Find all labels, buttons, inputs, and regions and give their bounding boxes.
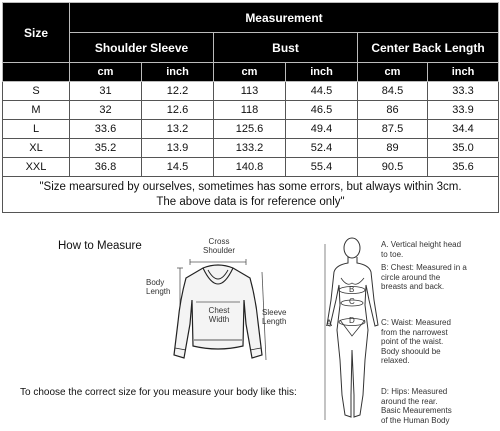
value-cell: 33.3 (428, 82, 499, 101)
value-cell: 33.9 (428, 101, 499, 120)
marker-d: D (349, 316, 355, 325)
value-cell: 35.6 (428, 158, 499, 177)
body-length-label-1: Body (146, 278, 165, 287)
size-cell: L (3, 120, 70, 139)
guide-d-line: Basic Meaurements (381, 406, 452, 416)
guide-d-line: of the Human Body (381, 415, 450, 425)
unit-header: inch (286, 63, 358, 82)
size-header: Size (3, 3, 70, 63)
guide-d-line: around the rear. (381, 396, 438, 406)
guide-b-line: B: Chest: Measured in a (381, 263, 467, 272)
body-length-label-2: Length (146, 287, 171, 296)
guide-b (381, 263, 499, 292)
guide-c (381, 318, 499, 366)
value-cell: 13.9 (142, 139, 214, 158)
value-cell: 140.8 (214, 158, 286, 177)
size-cell: S (3, 82, 70, 101)
value-cell: 46.5 (286, 101, 358, 120)
body-length-label (146, 278, 170, 296)
value-cell: 14.5 (142, 158, 214, 177)
sleeve-length-label-1: Sleeve (262, 308, 287, 317)
group-header-shoulder-sleeve: Shoulder Sleeve (70, 33, 214, 63)
value-cell: 125.6 (214, 120, 286, 139)
how-to-measure-title: How to Measure (58, 240, 142, 252)
group-header-center-back-length: Center Back Length (358, 33, 499, 63)
value-cell: 118 (214, 101, 286, 120)
value-cell: 31 (70, 82, 142, 101)
guide-c-line: relaxed. (381, 356, 410, 366)
cross-shoulder-label-2: Shoulder (202, 246, 236, 255)
guide-a-line: A. Vertical height head (381, 240, 462, 249)
unit-header: cm (358, 63, 428, 82)
value-cell: 13.2 (142, 120, 214, 139)
guide-c-line: C: Waist: Measured (381, 318, 451, 327)
note-line-2: The above data is for reference only" (156, 195, 345, 208)
value-cell: 32 (70, 101, 142, 120)
value-cell: 55.4 (286, 158, 358, 177)
choose-size-instruction: To choose the correct size for you measure your body like this: (20, 387, 297, 398)
value-cell: 87.5 (358, 120, 428, 139)
value-cell: 84.5 (358, 82, 428, 101)
chest-width-label (206, 306, 232, 324)
unit-header: inch (428, 63, 499, 82)
value-cell: 113 (214, 82, 286, 101)
value-cell: 12.6 (142, 101, 214, 120)
unit-header: cm (214, 63, 286, 82)
guide-a (381, 240, 499, 259)
guide-d-line: D: Hips: Measured (381, 387, 448, 396)
value-cell: 36.8 (70, 158, 142, 177)
size-cell: XL (3, 139, 70, 158)
value-cell: 86 (358, 101, 428, 120)
group-header-bust: Bust (214, 33, 358, 63)
guide-b-line: breasts and back. (381, 282, 445, 292)
marker-c: C (349, 297, 355, 306)
cross-shoulder-label (201, 237, 237, 255)
sleeve-length-label (262, 308, 286, 326)
guide-a-line: to toe. (381, 249, 404, 259)
value-cell: 90.5 (358, 158, 428, 177)
guide-c-line: point of the waist. (381, 337, 444, 347)
value-cell: 33.6 (70, 120, 142, 139)
guide-d (381, 387, 499, 425)
body-figure (327, 238, 378, 417)
size-cell: XXL (3, 158, 70, 177)
value-cell: 49.4 (286, 120, 358, 139)
note-line-1: "Size mearsured by ourselves, sometimes has some errors, but always within 3cm. (39, 180, 462, 193)
guide-b-line: circle around the (381, 272, 441, 282)
value-cell: 44.5 (286, 82, 358, 101)
measurement-header: Measurement (70, 3, 499, 33)
guide-c-line: Body shoould be (381, 346, 441, 356)
value-cell: 133.2 (214, 139, 286, 158)
value-cell: 34.4 (428, 120, 499, 139)
guide-c-line: from the narrowest (381, 327, 448, 337)
marker-b: B (349, 285, 355, 294)
value-cell: 35.2 (70, 139, 142, 158)
unit-header: inch (142, 63, 214, 82)
unit-header: cm (70, 63, 142, 82)
chest-width-label-2: Width (208, 315, 230, 324)
size-cell: M (3, 101, 70, 120)
chest-width-label-1: Chest (208, 306, 230, 315)
sleeve-length-label-2: Length (262, 317, 287, 326)
value-cell: 35.0 (428, 139, 499, 158)
marker-a: A (326, 318, 333, 328)
value-cell: 89 (358, 139, 428, 158)
cross-shoulder-label-1: Cross (208, 237, 230, 246)
value-cell: 52.4 (286, 139, 358, 158)
value-cell: 12.2 (142, 82, 214, 101)
